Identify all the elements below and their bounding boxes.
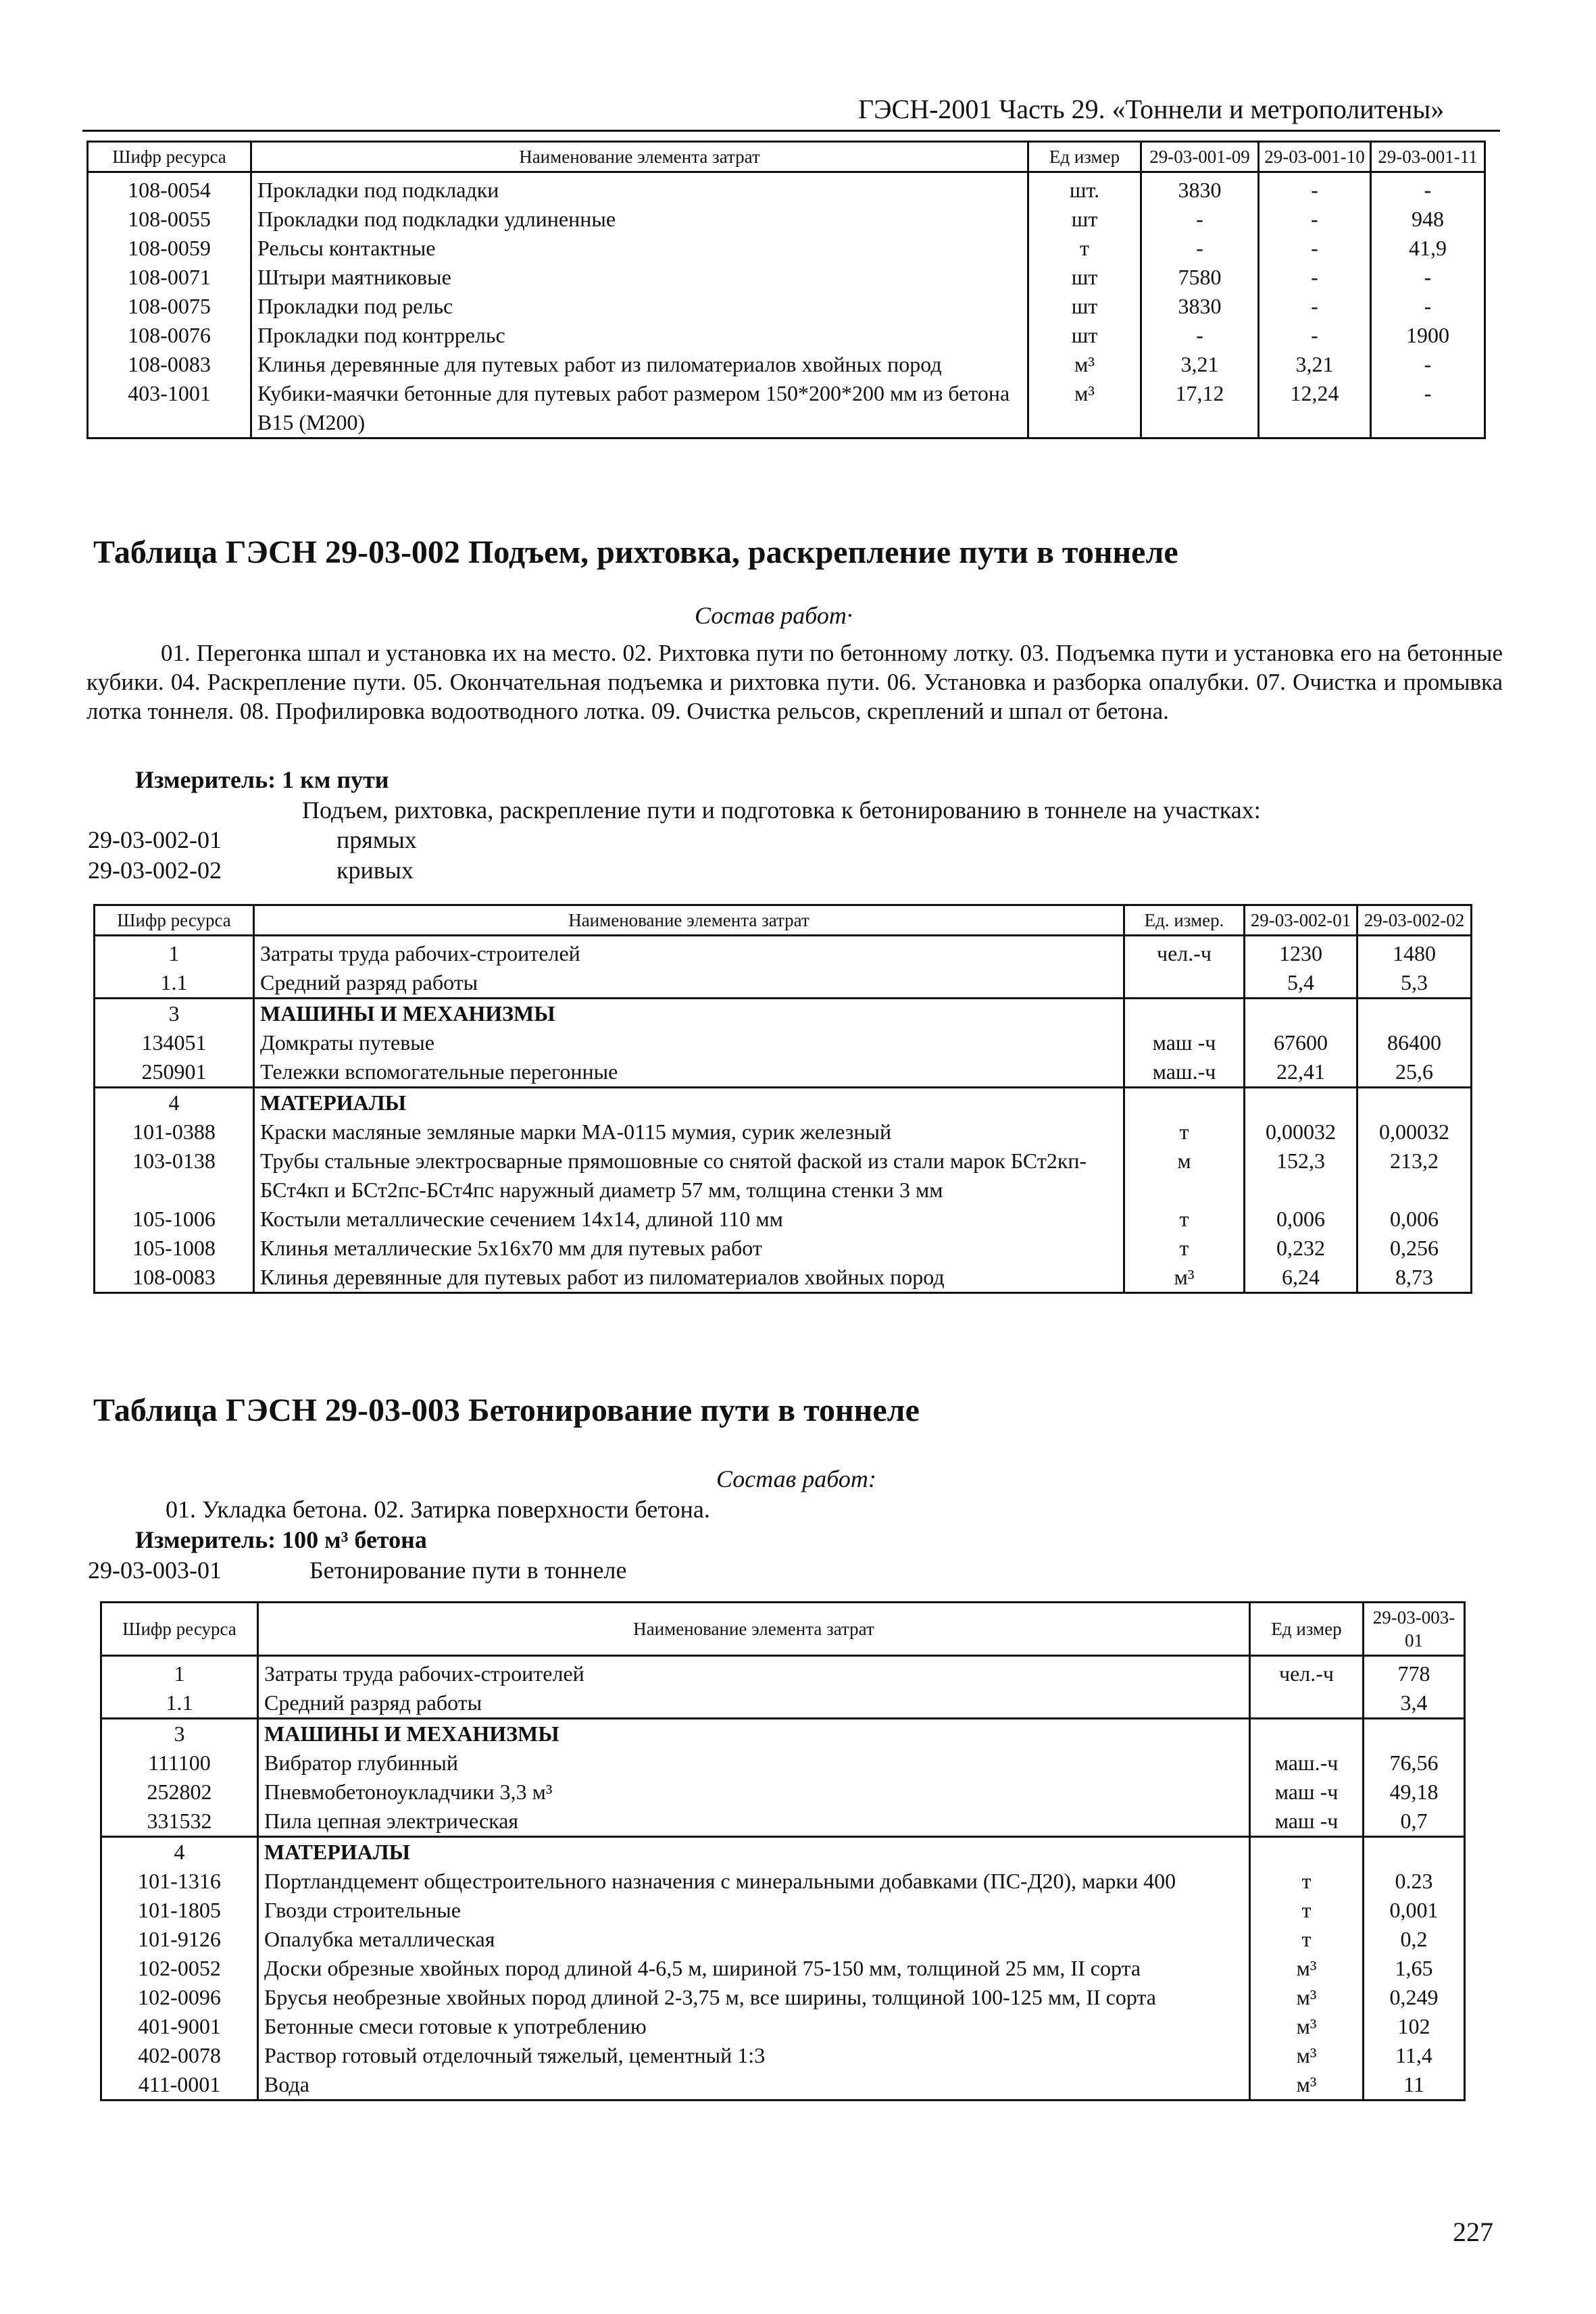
norm-value: -	[1141, 205, 1259, 234]
column-header: Наименование элемента затрат	[251, 142, 1028, 172]
meter-value: 1 км пути	[282, 766, 389, 793]
unit: шт	[1028, 263, 1141, 292]
resource-table-29-03-003	[100, 1601, 1466, 2101]
table-header-row	[95, 905, 1472, 936]
resource-name: Портландцемент общестроительного назначения с минеральными добавками (ПС-Д20), марки 400	[258, 1867, 1250, 1896]
table-row	[101, 1983, 1465, 2012]
resource-name: Прокладки под рельс	[251, 292, 1028, 321]
running-header: ГЭСН-2001 Часть 29. «Тоннели и метрополитены»	[858, 94, 1445, 124]
table-row	[101, 2012, 1465, 2041]
resource-name: МАТЕРИАЛЫ	[254, 1088, 1124, 1118]
page-number: 227	[1453, 2217, 1493, 2247]
norm-value: 41,9	[1371, 234, 1485, 263]
unit: маш.-ч	[1250, 1749, 1364, 1778]
resource-name: Домкраты путевые	[254, 1028, 1124, 1057]
norm-value: 948	[1371, 205, 1485, 234]
unit	[1250, 1719, 1364, 1749]
column-header: Наименование элемента затрат	[258, 1603, 1250, 1656]
unit: маш -ч	[1250, 1778, 1364, 1807]
resource-name: Прокладки под подкладки	[251, 172, 1028, 205]
section-title-29-03-003: Таблица ГЭСН 29-03-003 Бетонирование пути в тоннеле	[93, 1392, 920, 1428]
norm-value: 1900	[1371, 321, 1485, 350]
norm-value: 0,232	[1245, 1234, 1357, 1263]
table-row	[88, 205, 1485, 234]
meter-value: 100 м³ бетона	[282, 1526, 427, 1553]
unit: чел.-ч	[1250, 1656, 1364, 1689]
column-header: Шифр ресурса	[95, 905, 254, 936]
table-row	[88, 172, 1485, 205]
norm-value: -	[1259, 321, 1371, 350]
unit: т	[1250, 1896, 1364, 1925]
norm-value: 12,24	[1259, 379, 1371, 438]
norm-value: -	[1371, 172, 1485, 205]
norm-value: 67600	[1245, 1028, 1357, 1057]
table-header-row	[101, 1603, 1465, 1656]
resource-code: 101-1805	[101, 1896, 258, 1925]
norm-value: 49,18	[1364, 1778, 1465, 1807]
table-row	[95, 1117, 1472, 1147]
unit: т	[1124, 1234, 1245, 1263]
table-row	[101, 1688, 1465, 1719]
resource-code: 411-0001	[101, 2070, 258, 2101]
norm-value: -	[1371, 292, 1485, 321]
resource-code: 3	[95, 999, 254, 1029]
unit: м	[1124, 1147, 1245, 1205]
resource-name: Тележки вспомогательные перегонные	[254, 1057, 1124, 1088]
table-row	[101, 1867, 1465, 1896]
norm-value: 778	[1364, 1656, 1465, 1689]
unit: т	[1124, 1117, 1245, 1147]
resource-code: 3	[101, 1719, 258, 1749]
resource-code: 134051	[95, 1028, 254, 1057]
resource-name: Краски масляные земляные марки МА-0115 мумия, сурик железный	[254, 1117, 1124, 1147]
resource-code: 403-1001	[88, 379, 251, 438]
item-code: 29-03-003-01	[88, 1557, 222, 1584]
resource-name: Клинья деревянные для путевых работ из пиломатериалов хвойных пород	[254, 1263, 1124, 1293]
unit	[1250, 1688, 1364, 1719]
norm-value: 8,73	[1357, 1263, 1472, 1293]
resource-name: Доски обрезные хвойных пород длиной 4-6,5 м, шириной 75-150 мм, толщиной 25 мм, II сорта	[258, 1954, 1250, 1983]
column-header: Шифр ресурса	[101, 1603, 258, 1656]
resource-name: Вибратор глубинный	[258, 1749, 1250, 1778]
norm-value	[1245, 1088, 1357, 1118]
section-row	[101, 1837, 1465, 1867]
norm-value: 0.23	[1364, 1867, 1465, 1896]
composition-label: Состав работ:	[716, 1465, 876, 1492]
resource-code: 108-0075	[88, 292, 251, 321]
table-row	[88, 379, 1485, 438]
norm-value: 0,249	[1364, 1983, 1465, 2012]
item-code: 29-03-002-02	[88, 857, 222, 884]
unit: м³	[1028, 379, 1141, 438]
norm-value: 1480	[1357, 936, 1472, 969]
resource-name: Прокладки под контррельс	[251, 321, 1028, 350]
norm-value: -	[1141, 321, 1259, 350]
resource-name: Пневмобетоноукладчики 3,3 м³	[258, 1778, 1250, 1807]
column-header: Ед измер	[1250, 1603, 1364, 1656]
unit	[1124, 1088, 1245, 1118]
resource-name: МАШИНЫ И МЕХАНИЗМЫ	[258, 1719, 1250, 1749]
resource-name: Брусья необрезные хвойных пород длиной 2-3,75 м, все ширины, толщиной 100-125 мм, II сорта	[258, 1983, 1250, 2012]
norm-value: -	[1141, 234, 1259, 263]
norm-value: -	[1371, 350, 1485, 379]
norm-value: 0,7	[1364, 1807, 1465, 1837]
norm-value	[1357, 999, 1472, 1029]
item-code: 29-03-002-01	[88, 826, 222, 853]
column-header: Наименование элемента затрат	[254, 905, 1124, 936]
resource-name: Гвозди строительные	[258, 1896, 1250, 1925]
resource-code: 1	[95, 936, 254, 969]
unit: т	[1250, 1925, 1364, 1954]
norm-value	[1245, 999, 1357, 1029]
item-label: кривых	[336, 857, 414, 884]
resource-name: Средний разряд работы	[258, 1688, 1250, 1719]
table-row	[101, 2070, 1465, 2101]
unit: шт.	[1028, 172, 1141, 205]
unit: т	[1124, 1205, 1245, 1234]
resource-name: МАШИНЫ И МЕХАНИЗМЫ	[254, 999, 1124, 1029]
norm-value: -	[1259, 234, 1371, 263]
column-header: Ед. измер.	[1124, 905, 1245, 936]
table-row	[95, 968, 1472, 999]
resource-name: Прокладки под подкладки удлиненные	[251, 205, 1028, 234]
table-row	[101, 1778, 1465, 1807]
composition-text: 01. Перегонка шпал и установка их на место. 02. Рихтовка пути по бетонному лотку. 03. Подъемка пути и установка его на бетонные кубики. 04. Раскрепление пути. 05. Окончательная подъемка и рихтовка пути. 06. Установка и разборка опалубки. 07. Очистка и промывка лотка тоннеля. 08. Профилировка водоотводного лотка. 09. Очистка рельсов, скреплений и шпал от бетона.	[86, 640, 1503, 724]
norm-value: 0,006	[1357, 1205, 1472, 1234]
resource-name: Средний разряд работы	[254, 968, 1124, 999]
column-header: 29-03-001-10	[1259, 142, 1371, 172]
norm-value: 76,56	[1364, 1749, 1465, 1778]
resource-code: 4	[101, 1837, 258, 1867]
table-row	[88, 321, 1485, 350]
resource-code: 105-1006	[95, 1205, 254, 1234]
norm-value: 86400	[1357, 1028, 1472, 1057]
norm-value	[1357, 1088, 1472, 1118]
norm-value: -	[1259, 292, 1371, 321]
unit: маш -ч	[1124, 1028, 1245, 1057]
resource-code: 108-0054	[88, 172, 251, 205]
section-row	[101, 1719, 1465, 1749]
table-row	[101, 2041, 1465, 2070]
unit	[1124, 999, 1245, 1029]
norm-value: -	[1371, 379, 1485, 438]
norm-value	[1364, 1837, 1465, 1867]
norm-value: 7580	[1141, 263, 1259, 292]
resource-code: 111100	[101, 1749, 258, 1778]
column-header: 29-03-002-02	[1357, 905, 1472, 936]
resource-code: 102-0096	[101, 1983, 258, 2012]
meter-line	[135, 765, 389, 794]
unit: шт	[1028, 292, 1141, 321]
unit: м³	[1250, 2012, 1364, 2041]
norm-value: 3830	[1141, 292, 1259, 321]
meter-line	[135, 1526, 427, 1554]
norm-value: 11	[1364, 2070, 1465, 2101]
unit: т	[1028, 234, 1141, 263]
table-row	[88, 234, 1485, 263]
norm-value: 11,4	[1364, 2041, 1465, 2070]
norm-value	[1364, 1719, 1465, 1749]
norm-value: -	[1259, 263, 1371, 292]
composition-text: 01. Укладка бетона. 02. Затирка поверхности бетона.	[166, 1496, 710, 1523]
norm-value: 1230	[1245, 936, 1357, 969]
table-row	[88, 263, 1485, 292]
resource-name: Пила цепная электрическая	[258, 1807, 1250, 1837]
resource-name: МАТЕРИАЛЫ	[258, 1837, 1250, 1867]
norm-value: -	[1259, 205, 1371, 234]
section-row	[95, 1088, 1472, 1118]
unit: т	[1250, 1867, 1364, 1896]
unit: шт	[1028, 205, 1141, 234]
unit: м³	[1250, 1954, 1364, 1983]
norm-value: 25,6	[1357, 1057, 1472, 1088]
column-header: 29-03-002-01	[1245, 905, 1357, 936]
table-row	[88, 350, 1485, 379]
table-row	[95, 936, 1472, 969]
norm-value: 0,2	[1364, 1925, 1465, 1954]
unit: м³	[1124, 1263, 1245, 1293]
norm-value: 102	[1364, 2012, 1465, 2041]
resource-name: Кубики-маячки бетонные для путевых работ размером 150*200*200 мм из бетона В15 (М200)	[251, 379, 1028, 438]
resource-code: 401-9001	[101, 2012, 258, 2041]
norm-value: 1,65	[1364, 1954, 1465, 1983]
table-row	[88, 292, 1485, 321]
norm-value: 0,00032	[1357, 1117, 1472, 1147]
resource-code: 108-0055	[88, 205, 251, 234]
unit: м³	[1250, 1983, 1364, 2012]
resource-name: Раствор готовый отделочный тяжелый, цементный 1:3	[258, 2041, 1250, 2070]
norm-value: 22,41	[1245, 1057, 1357, 1088]
norm-value: 152,3	[1245, 1147, 1357, 1205]
resource-name: Бетонные смеси готовые к употреблению	[258, 2012, 1250, 2041]
resource-name: Клинья металлические 5х16х70 мм для путевых работ	[254, 1234, 1124, 1263]
header-rule	[82, 130, 1500, 132]
column-header: Ед измер	[1028, 142, 1141, 172]
item-label: Бетонирование пути в тоннеле	[309, 1557, 627, 1584]
table-row	[101, 1925, 1465, 1954]
resource-code: 102-0052	[101, 1954, 258, 1983]
table-row	[95, 1205, 1472, 1234]
resource-code: 108-0071	[88, 263, 251, 292]
unit	[1250, 1837, 1364, 1867]
resource-code: 108-0076	[88, 321, 251, 350]
norm-value: 213,2	[1357, 1147, 1472, 1205]
scope-text: Подъем, рихтовка, раскрепление пути и подготовка к бетонированию в тоннеле на участках:	[302, 797, 1261, 824]
unit: шт	[1028, 321, 1141, 350]
resource-name: Рельсы контактные	[251, 234, 1028, 263]
unit	[1124, 968, 1245, 999]
table-row	[95, 1263, 1472, 1293]
table-row	[101, 1656, 1465, 1689]
composition-label: Состав работ·	[695, 602, 853, 629]
resource-code: 402-0078	[101, 2041, 258, 2070]
table-row	[95, 1147, 1472, 1205]
unit: м³	[1250, 2070, 1364, 2101]
unit: чел.-ч	[1124, 936, 1245, 969]
resource-table-29-03-002	[93, 904, 1472, 1294]
resource-code: 4	[95, 1088, 254, 1118]
resource-name: Затраты труда рабочих-строителей	[254, 936, 1124, 969]
item-label: прямых	[336, 826, 417, 853]
table-header-row	[88, 142, 1485, 172]
resource-code: 108-0083	[95, 1263, 254, 1293]
unit: м³	[1028, 350, 1141, 379]
resource-code: 101-0388	[95, 1117, 254, 1147]
norm-value: 17,12	[1141, 379, 1259, 438]
table-row	[95, 1028, 1472, 1057]
resource-name: Затраты труда рабочих-строителей	[258, 1656, 1250, 1689]
resource-name: Штыри маятниковые	[251, 263, 1028, 292]
resource-code: 101-9126	[101, 1925, 258, 1954]
resource-name: Костыли металлические сечением 14х14, длиной 110 мм	[254, 1205, 1124, 1234]
resource-name: Клинья деревянные для путевых работ из пиломатериалов хвойных пород	[251, 350, 1028, 379]
norm-value: 5,4	[1245, 968, 1357, 999]
table-row	[101, 1954, 1465, 1983]
column-header: 29-03-001-09	[1141, 142, 1259, 172]
resource-code: 331532	[101, 1807, 258, 1837]
norm-value: 6,24	[1245, 1263, 1357, 1293]
table-row	[95, 1057, 1472, 1088]
table-row	[101, 1807, 1465, 1837]
unit: маш.-ч	[1124, 1057, 1245, 1088]
resource-code: 1.1	[95, 968, 254, 999]
norm-value: 0,256	[1357, 1234, 1472, 1263]
norm-value: -	[1259, 172, 1371, 205]
norm-value: -	[1371, 263, 1485, 292]
norm-value: 0,001	[1364, 1896, 1465, 1925]
norm-value: 3,4	[1364, 1688, 1465, 1719]
column-header: Шифр ресурса	[88, 142, 251, 172]
resource-code: 101-1316	[101, 1867, 258, 1896]
table-row	[101, 1749, 1465, 1778]
resource-code: 1	[101, 1656, 258, 1689]
norm-value: 3,21	[1259, 350, 1371, 379]
resource-code: 108-0083	[88, 350, 251, 379]
resource-code: 252802	[101, 1778, 258, 1807]
norm-value: 0,00032	[1245, 1117, 1357, 1147]
norm-value: 3,21	[1141, 350, 1259, 379]
norm-value: 0,006	[1245, 1205, 1357, 1234]
resource-code: 105-1008	[95, 1234, 254, 1263]
column-header: 29-03-003-01	[1364, 1603, 1465, 1656]
unit: маш -ч	[1250, 1807, 1364, 1837]
meter-label: Измеритель:	[135, 766, 276, 793]
section-title-29-03-002: Таблица ГЭСН 29-03-002 Подъем, рихтовка, раскрепление пути в тоннеле	[93, 534, 1178, 570]
resource-code: 1.1	[101, 1688, 258, 1719]
resource-name: Вода	[258, 2070, 1250, 2101]
unit: м³	[1250, 2041, 1364, 2070]
table-row	[95, 1234, 1472, 1263]
norm-value: 5,3	[1357, 968, 1472, 999]
resource-table-29-03-001	[86, 141, 1486, 439]
table-row	[101, 1896, 1465, 1925]
resource-name: Опалубка металлическая	[258, 1925, 1250, 1954]
column-header: 29-03-001-11	[1371, 142, 1485, 172]
resource-code: 103-0138	[95, 1147, 254, 1205]
resource-name: Трубы стальные электросварные прямошовные со снятой фаской из стали марок БСт2кп-БСт4кп и БСт2пс-БСт4пс наружный диаметр 57 мм, толщина стенки 3 мм	[254, 1147, 1124, 1205]
meter-label: Измеритель:	[135, 1526, 276, 1553]
resource-code: 250901	[95, 1057, 254, 1088]
section-row	[95, 999, 1472, 1029]
resource-code: 108-0059	[88, 234, 251, 263]
norm-value: 3830	[1141, 172, 1259, 205]
